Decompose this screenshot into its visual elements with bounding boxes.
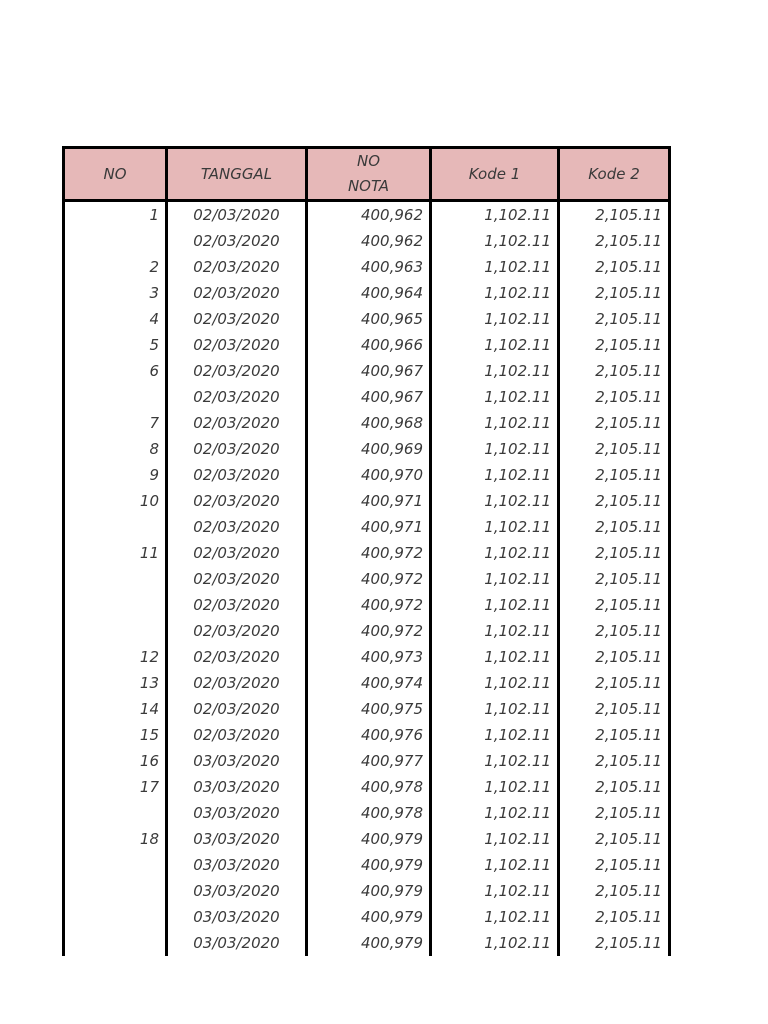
- cell-kode-2: 2,105.11: [559, 748, 670, 774]
- cell-kode-1: 1,102.11: [431, 618, 559, 644]
- cell-no-nota: 400,978: [307, 774, 431, 800]
- cell-tanggal: 02/03/2020: [167, 332, 307, 358]
- cell-tanggal: 03/03/2020: [167, 800, 307, 826]
- cell-kode-2: 2,105.11: [559, 514, 670, 540]
- cell-tanggal: 02/03/2020: [167, 670, 307, 696]
- cell-kode-2: 2,105.11: [559, 488, 670, 514]
- cell-kode-2: 2,105.11: [559, 462, 670, 488]
- cell-kode-2: 2,105.11: [559, 670, 670, 696]
- cell-tanggal: 03/03/2020: [167, 826, 307, 852]
- cell-kode-1: 1,102.11: [431, 722, 559, 748]
- cell-kode-1: 1,102.11: [431, 436, 559, 462]
- cell-no-nota: 400,972: [307, 618, 431, 644]
- cell-kode-1: 1,102.11: [431, 332, 559, 358]
- cell-no-nota: 400,972: [307, 592, 431, 618]
- table-row: [64, 904, 670, 930]
- cell-kode-1: 1,102.11: [431, 852, 559, 878]
- cell-kode-1: 1,102.11: [431, 540, 559, 566]
- table-row: [64, 540, 670, 566]
- table-row: [64, 774, 670, 800]
- cell-kode-2: 2,105.11: [559, 930, 670, 956]
- table-row: [64, 514, 670, 540]
- table-row: [64, 410, 670, 436]
- cell-kode-1: 1,102.11: [431, 306, 559, 332]
- cell-no-nota: 400,971: [307, 488, 431, 514]
- cell-no: 13: [64, 670, 167, 696]
- cell-tanggal: 03/03/2020: [167, 774, 307, 800]
- cell-kode-2: 2,105.11: [559, 618, 670, 644]
- cell-no-nota: 400,979: [307, 904, 431, 930]
- cell-kode-2: 2,105.11: [559, 696, 670, 722]
- cell-kode-1: 1,102.11: [431, 670, 559, 696]
- cell-kode-2: 2,105.11: [559, 201, 670, 229]
- cell-kode-2: 2,105.11: [559, 540, 670, 566]
- cell-kode-1: 1,102.11: [431, 201, 559, 229]
- cell-kode-2: 2,105.11: [559, 228, 670, 254]
- cell-no-nota: 400,965: [307, 306, 431, 332]
- cell-no-nota: 400,968: [307, 410, 431, 436]
- table-row: [64, 696, 670, 722]
- header-kode-1: Kode 1: [431, 148, 559, 201]
- cell-tanggal: 02/03/2020: [167, 722, 307, 748]
- cell-kode-1: 1,102.11: [431, 904, 559, 930]
- table-row: [64, 722, 670, 748]
- cell-kode-1: 1,102.11: [431, 280, 559, 306]
- cell-no: [64, 228, 167, 254]
- cell-no-nota: 400,974: [307, 670, 431, 696]
- cell-no-nota: 400,979: [307, 826, 431, 852]
- cell-tanggal: 03/03/2020: [167, 852, 307, 878]
- cell-no-nota: 400,962: [307, 201, 431, 229]
- cell-kode-2: 2,105.11: [559, 722, 670, 748]
- cell-tanggal: 02/03/2020: [167, 201, 307, 229]
- cell-no-nota: 400,979: [307, 930, 431, 956]
- header-row: [64, 148, 670, 201]
- cell-kode-1: 1,102.11: [431, 826, 559, 852]
- cell-no: [64, 878, 167, 904]
- cell-kode-2: 2,105.11: [559, 774, 670, 800]
- cell-tanggal: 02/03/2020: [167, 436, 307, 462]
- cell-no: 12: [64, 644, 167, 670]
- cell-no: 10: [64, 488, 167, 514]
- cell-no-nota: 400,972: [307, 566, 431, 592]
- cell-tanggal: 03/03/2020: [167, 878, 307, 904]
- header-no-nota: [307, 148, 431, 201]
- table-row: [64, 826, 670, 852]
- cell-kode-1: 1,102.11: [431, 410, 559, 436]
- cell-kode-1: 1,102.11: [431, 488, 559, 514]
- cell-kode-2: 2,105.11: [559, 852, 670, 878]
- cell-tanggal: 02/03/2020: [167, 592, 307, 618]
- cell-kode-2: 2,105.11: [559, 800, 670, 826]
- cell-no: [64, 904, 167, 930]
- table-row: [64, 254, 670, 280]
- cell-tanggal: 02/03/2020: [167, 696, 307, 722]
- header-no: NO: [64, 148, 167, 201]
- cell-no-nota: 400,979: [307, 852, 431, 878]
- cell-no-nota: 400,973: [307, 644, 431, 670]
- cell-tanggal: 02/03/2020: [167, 358, 307, 384]
- table-row: [64, 280, 670, 306]
- table-row: [64, 644, 670, 670]
- cell-no-nota: 400,963: [307, 254, 431, 280]
- cell-tanggal: 02/03/2020: [167, 410, 307, 436]
- cell-kode-2: 2,105.11: [559, 566, 670, 592]
- table-row: [64, 228, 670, 254]
- cell-no: [64, 618, 167, 644]
- header-no-nota-line1: NO: [356, 152, 381, 170]
- cell-no: 3: [64, 280, 167, 306]
- cell-kode-1: 1,102.11: [431, 696, 559, 722]
- cell-no-nota: 400,966: [307, 332, 431, 358]
- cell-no: 8: [64, 436, 167, 462]
- cell-no: [64, 930, 167, 956]
- cell-kode-1: 1,102.11: [431, 254, 559, 280]
- cell-no: [64, 852, 167, 878]
- cell-no: 16: [64, 748, 167, 774]
- cell-kode-2: 2,105.11: [559, 826, 670, 852]
- cell-kode-1: 1,102.11: [431, 462, 559, 488]
- cell-tanggal: 02/03/2020: [167, 566, 307, 592]
- cell-no: 17: [64, 774, 167, 800]
- cell-no: 9: [64, 462, 167, 488]
- cell-kode-1: 1,102.11: [431, 930, 559, 956]
- cell-no: 18: [64, 826, 167, 852]
- cell-kode-2: 2,105.11: [559, 384, 670, 410]
- cell-no: 11: [64, 540, 167, 566]
- cell-kode-2: 2,105.11: [559, 436, 670, 462]
- cell-tanggal: 02/03/2020: [167, 488, 307, 514]
- cell-no-nota: 400,978: [307, 800, 431, 826]
- cell-no-nota: 400,971: [307, 514, 431, 540]
- table-row: [64, 748, 670, 774]
- table-row: [64, 852, 670, 878]
- cell-kode-2: 2,105.11: [559, 592, 670, 618]
- cell-kode-1: 1,102.11: [431, 228, 559, 254]
- cell-kode-2: 2,105.11: [559, 280, 670, 306]
- data-table: [62, 146, 671, 956]
- cell-no-nota: 400,962: [307, 228, 431, 254]
- table-row: [64, 930, 670, 956]
- cell-kode-2: 2,105.11: [559, 358, 670, 384]
- table-row: [64, 306, 670, 332]
- table-row: [64, 592, 670, 618]
- header-kode-2: Kode 2: [559, 148, 670, 201]
- table-row: [64, 566, 670, 592]
- cell-no: [64, 592, 167, 618]
- cell-kode-1: 1,102.11: [431, 566, 559, 592]
- cell-kode-2: 2,105.11: [559, 254, 670, 280]
- cell-tanggal: 03/03/2020: [167, 748, 307, 774]
- cell-tanggal: 02/03/2020: [167, 514, 307, 540]
- cell-no: 6: [64, 358, 167, 384]
- cell-no-nota: 400,970: [307, 462, 431, 488]
- cell-kode-1: 1,102.11: [431, 358, 559, 384]
- cell-no: [64, 514, 167, 540]
- cell-tanggal: 02/03/2020: [167, 254, 307, 280]
- cell-kode-2: 2,105.11: [559, 904, 670, 930]
- table-row: [64, 878, 670, 904]
- cell-no-nota: 400,977: [307, 748, 431, 774]
- table-row: [64, 670, 670, 696]
- table-row: [64, 488, 670, 514]
- cell-no: 2: [64, 254, 167, 280]
- cell-no-nota: 400,969: [307, 436, 431, 462]
- cell-kode-2: 2,105.11: [559, 878, 670, 904]
- cell-tanggal: 02/03/2020: [167, 306, 307, 332]
- cell-kode-1: 1,102.11: [431, 878, 559, 904]
- table-row: [64, 618, 670, 644]
- cell-tanggal: 02/03/2020: [167, 462, 307, 488]
- cell-kode-1: 1,102.11: [431, 514, 559, 540]
- header-no-nota-line2: NOTA: [347, 177, 390, 195]
- table-row: [64, 462, 670, 488]
- table-body: [64, 201, 670, 957]
- cell-kode-1: 1,102.11: [431, 644, 559, 670]
- cell-kode-2: 2,105.11: [559, 644, 670, 670]
- cell-no: [64, 566, 167, 592]
- table-row: [64, 358, 670, 384]
- cell-no: 1: [64, 201, 167, 229]
- cell-kode-1: 1,102.11: [431, 384, 559, 410]
- cell-no: [64, 800, 167, 826]
- cell-kode-2: 2,105.11: [559, 306, 670, 332]
- cell-no-nota: 400,967: [307, 358, 431, 384]
- cell-no-nota: 400,975: [307, 696, 431, 722]
- cell-tanggal: 02/03/2020: [167, 280, 307, 306]
- cell-no: 15: [64, 722, 167, 748]
- table-row: [64, 436, 670, 462]
- cell-no-nota: 400,964: [307, 280, 431, 306]
- cell-kode-1: 1,102.11: [431, 748, 559, 774]
- cell-kode-1: 1,102.11: [431, 800, 559, 826]
- cell-tanggal: 02/03/2020: [167, 384, 307, 410]
- cell-no: 14: [64, 696, 167, 722]
- cell-no: 7: [64, 410, 167, 436]
- cell-tanggal: 02/03/2020: [167, 618, 307, 644]
- cell-no-nota: 400,967: [307, 384, 431, 410]
- cell-tanggal: 02/03/2020: [167, 644, 307, 670]
- cell-kode-1: 1,102.11: [431, 592, 559, 618]
- table-row: [64, 800, 670, 826]
- cell-no: 4: [64, 306, 167, 332]
- table-row: [64, 384, 670, 410]
- cell-tanggal: 02/03/2020: [167, 228, 307, 254]
- cell-no: 5: [64, 332, 167, 358]
- table-header: [64, 148, 670, 201]
- cell-kode-1: 1,102.11: [431, 774, 559, 800]
- cell-no-nota: 400,972: [307, 540, 431, 566]
- cell-tanggal: 03/03/2020: [167, 904, 307, 930]
- table-row: [64, 201, 670, 229]
- cell-tanggal: 03/03/2020: [167, 930, 307, 956]
- cell-no-nota: 400,979: [307, 878, 431, 904]
- table-row: [64, 332, 670, 358]
- cell-kode-2: 2,105.11: [559, 332, 670, 358]
- cell-kode-2: 2,105.11: [559, 410, 670, 436]
- cell-tanggal: 02/03/2020: [167, 540, 307, 566]
- cell-no: [64, 384, 167, 410]
- header-tanggal: TANGGAL: [167, 148, 307, 201]
- cell-no-nota: 400,976: [307, 722, 431, 748]
